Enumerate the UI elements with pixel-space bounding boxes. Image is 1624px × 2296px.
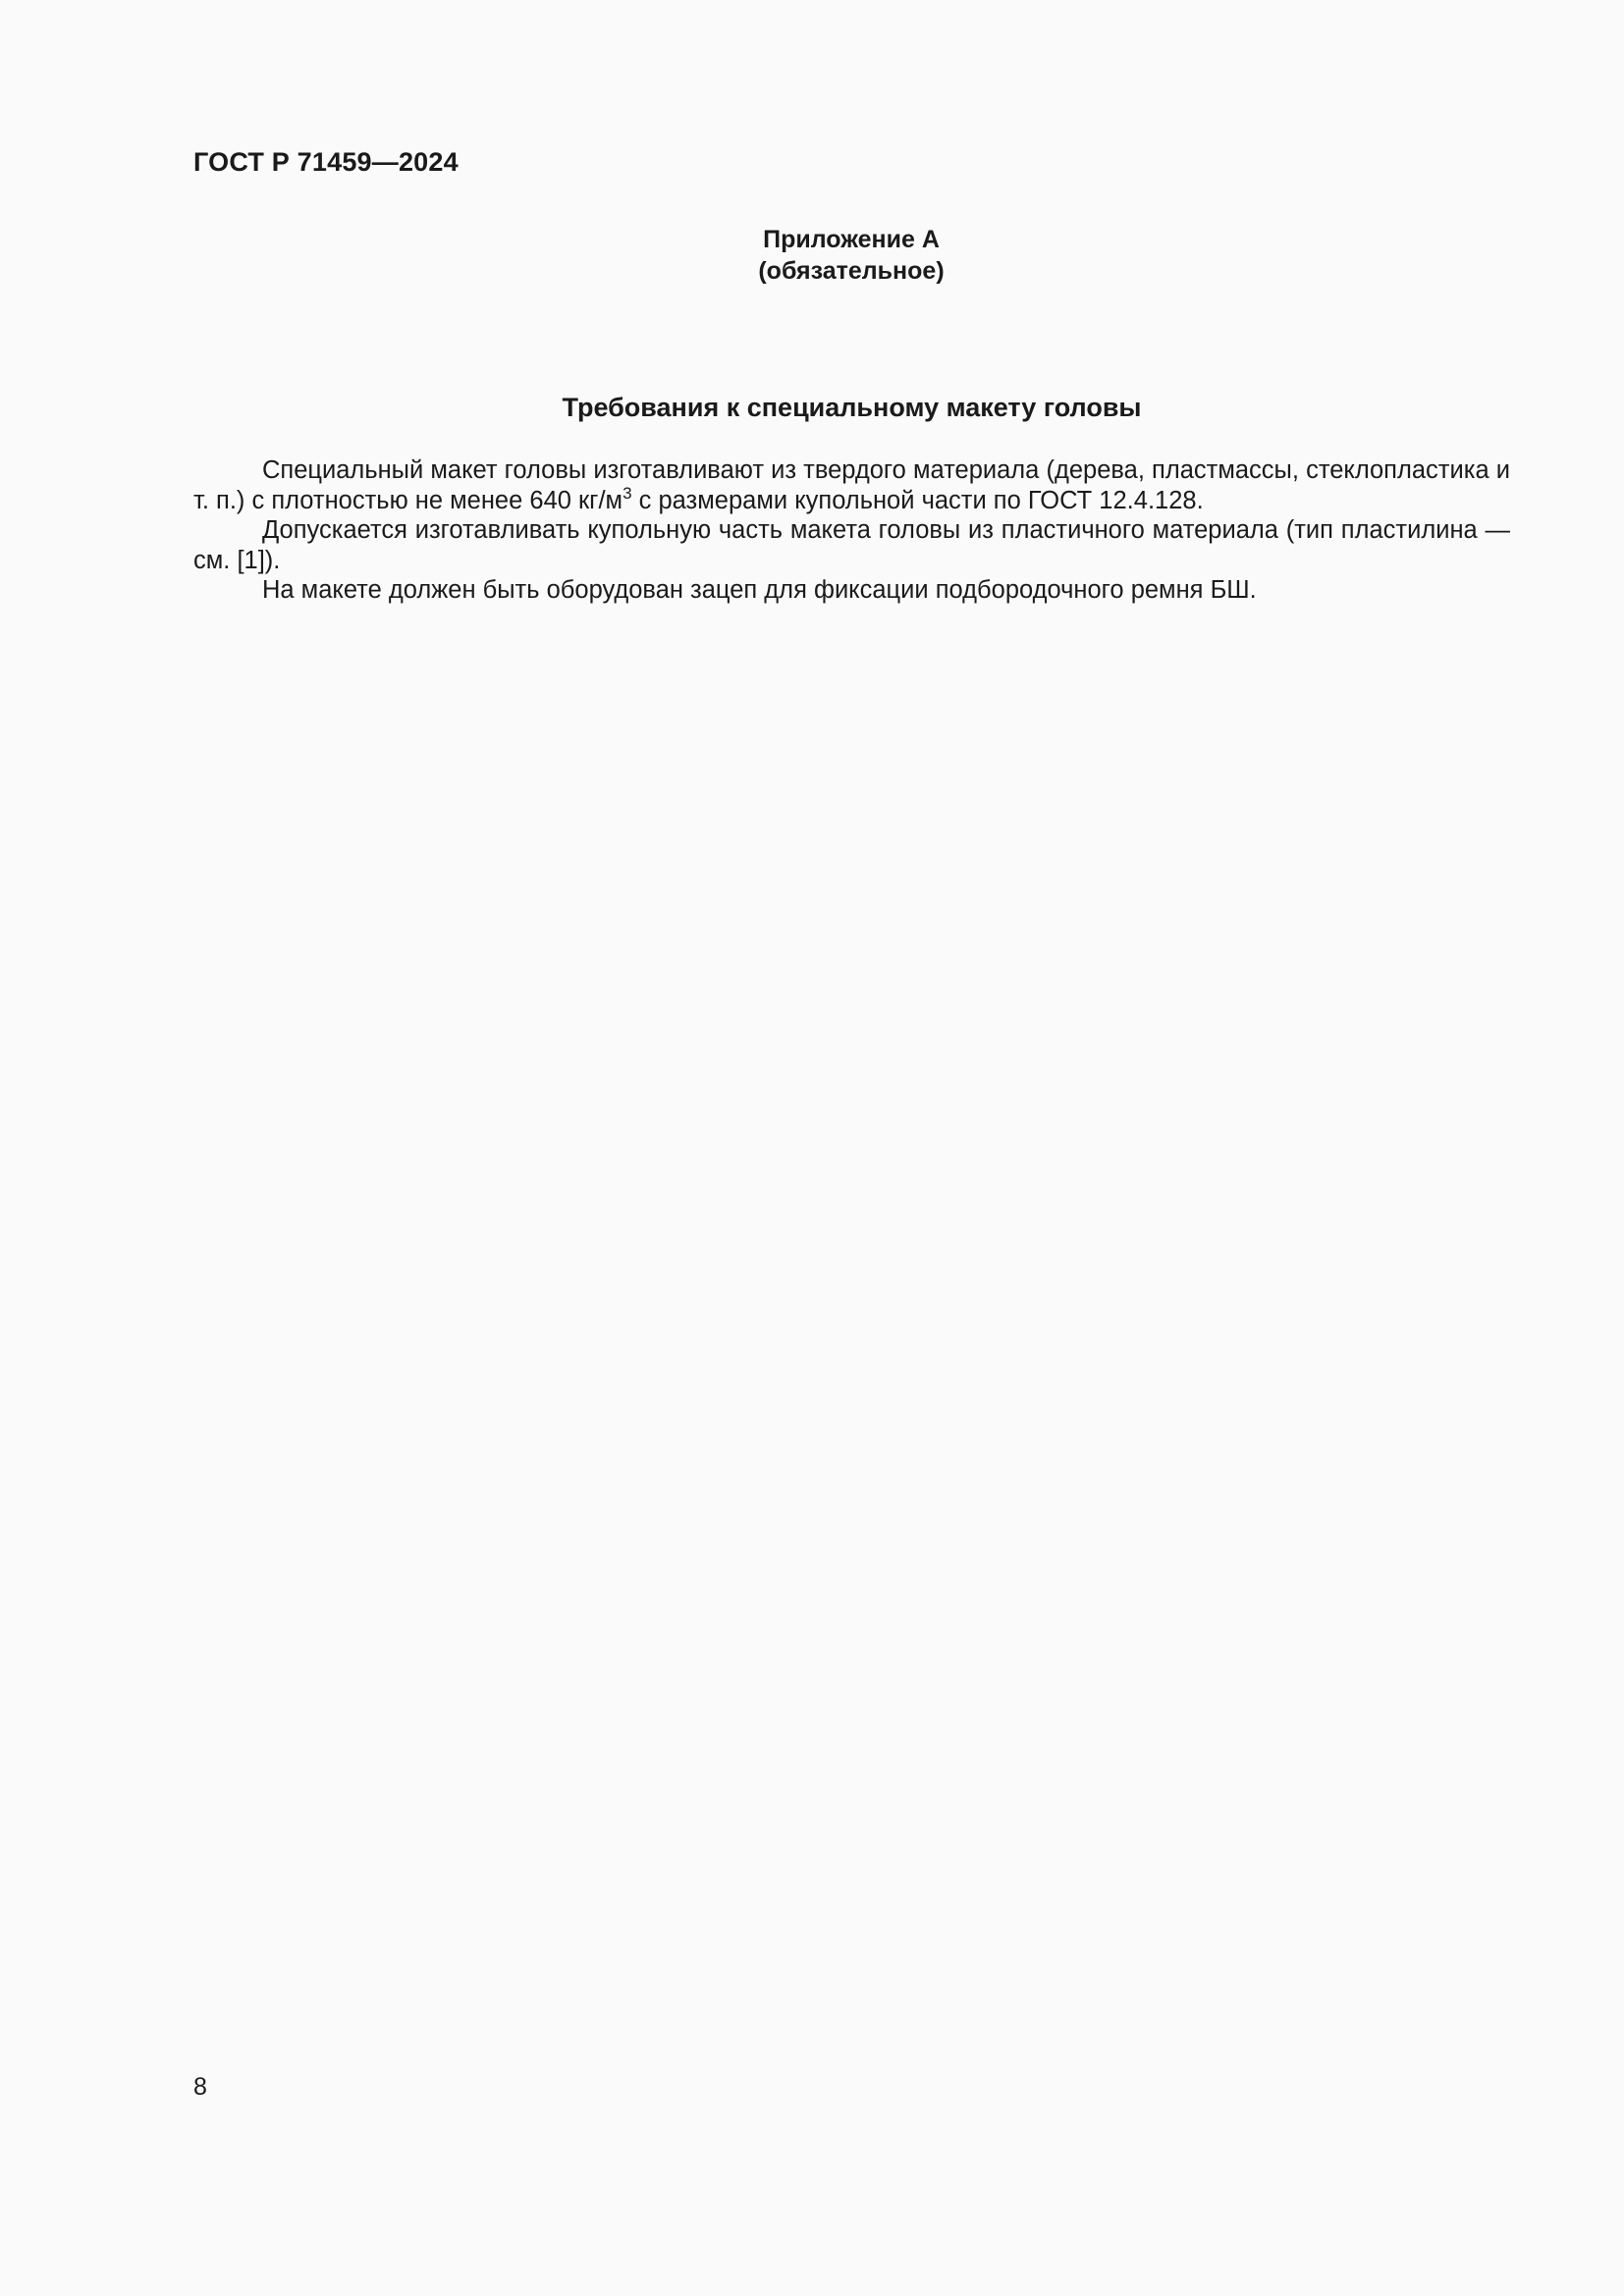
body-text <box>193 455 1510 606</box>
paragraph-density-text: Специальный макет головы изготавливают из твердого материала (дерева, пластмассы, стеклопластика и т. п.) с плотностью не менее 640 кг/м <box>193 456 1510 514</box>
section-title: Требования к специальному макету головы <box>562 393 1142 422</box>
paragraph-density <box>193 455 1510 515</box>
page-number: 8 <box>193 2073 207 2101</box>
paragraph-density-text-end: с размерами купольной части по ГОСТ 12.4.128. <box>631 486 1204 514</box>
paragraph-plastic-dome: Допускается изготавливать купольную часть макета головы из пластичного материала (тип пластилина — см. [1]). <box>193 516 1510 574</box>
superscript-exponent: 3 <box>623 483 632 503</box>
annex-heading <box>0 224 1624 287</box>
annex-status: (обязательное) <box>758 257 945 285</box>
paragraph-chin-strap-hook: На макете должен быть оборудован зацеп для фиксации подбородочного ремня БШ. <box>262 576 1257 604</box>
document-code: ГОСТ Р 71459—2024 <box>193 147 459 177</box>
annex-title: Приложение А <box>763 226 940 253</box>
